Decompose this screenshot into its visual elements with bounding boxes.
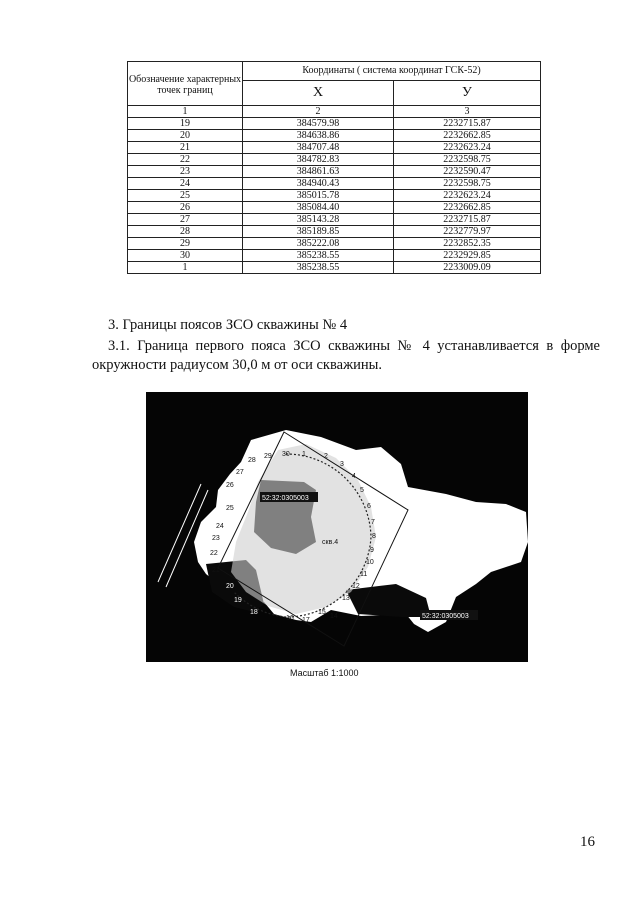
point-label: 13 (342, 595, 350, 602)
x-coord-cell: 384861.63 (243, 166, 394, 178)
point-label: 10 (366, 559, 374, 566)
y-coord-cell: 2233009.09 (394, 262, 541, 274)
y-coord-cell: 2232623.24 (394, 142, 541, 154)
point-cell: 28 (128, 226, 243, 238)
table-row (128, 178, 541, 190)
point-label: 1 (302, 451, 306, 458)
x-coord-cell: 385189.85 (243, 226, 394, 238)
y-coord-cell: 2232715.87 (394, 118, 541, 130)
y-coord-cell: 2232623.24 (394, 190, 541, 202)
y-coord-cell: 2232598.75 (394, 178, 541, 190)
table-body (128, 118, 541, 274)
section-title: 3. Границы поясов ЗСО скважины № 4 (108, 317, 348, 333)
x-coord-cell: 385238.55 (243, 250, 394, 262)
point-label: 16 (286, 615, 294, 622)
point-label: 2 (324, 453, 328, 460)
col-number-1: 1 (128, 106, 243, 118)
point-label: 21 (212, 567, 220, 574)
point-label: 3 (340, 461, 344, 468)
x-coord-cell: 385143.28 (243, 214, 394, 226)
paragraph-line-2: окружности радиусом 30,0 м от оси скважины. (92, 357, 382, 373)
y-coord-cell: 2232779.97 (394, 226, 541, 238)
cadastral-number-label: 52:32:0305003 (422, 613, 469, 620)
point-label: 12 (352, 583, 360, 590)
point-cell: 30 (128, 250, 243, 262)
table-row (128, 166, 541, 178)
y-coord-cell: 2232590.47 (394, 166, 541, 178)
coordinates-table (127, 61, 541, 274)
table-row (128, 142, 541, 154)
point-cell: 21 (128, 142, 243, 154)
paragraph-line-1: 3.1. Граница первого пояса ЗСО скважины № 4 устанавливается в форме (108, 338, 600, 354)
point-label: 11 (360, 571, 368, 578)
y-coord-cell: 2232662.85 (394, 202, 541, 214)
table-row (128, 190, 541, 202)
cadastral-map (146, 392, 528, 662)
point-cell: 25 (128, 190, 243, 202)
point-label: 20 (226, 583, 234, 590)
map-scale-caption: Масштаб 1:1000 (290, 668, 359, 678)
x-coord-cell: 385015.78 (243, 190, 394, 202)
point-label: 15 (318, 609, 326, 616)
point-label: 24 (216, 523, 224, 530)
point-label: 19 (234, 597, 242, 604)
table-row (128, 226, 541, 238)
point-label: 23 (212, 535, 220, 542)
x-header: X (243, 81, 394, 106)
point-label: 26 (226, 482, 234, 489)
y-coord-cell: 2232662.85 (394, 130, 541, 142)
point-label: 28 (248, 457, 256, 464)
table-row (128, 250, 541, 262)
y-coord-cell: 2232852.35 (394, 238, 541, 250)
point-label: 18 (250, 609, 258, 616)
x-coord-cell: 384707.48 (243, 142, 394, 154)
point-cell: 22 (128, 154, 243, 166)
point-label: 5 (360, 487, 364, 494)
y-coord-cell: 2232715.87 (394, 214, 541, 226)
point-label: 4 (352, 473, 356, 480)
point-label: 9 (370, 547, 374, 554)
x-coord-cell: 384940.43 (243, 178, 394, 190)
y-coord-cell: 2232598.75 (394, 154, 541, 166)
cadastral-number-label: 52:32:0305003 (262, 495, 309, 502)
table-row (128, 202, 541, 214)
point-cell: 23 (128, 166, 243, 178)
x-coord-cell: 385222.08 (243, 238, 394, 250)
page-number: 16 (580, 834, 595, 850)
point-cell: 27 (128, 214, 243, 226)
table-row (128, 262, 541, 274)
point-label: 25 (226, 505, 234, 512)
point-label: 27 (236, 469, 244, 476)
points-header: Обозначение характерных точек границ (128, 62, 243, 106)
point-cell: 24 (128, 178, 243, 190)
point-label: 29 (264, 453, 272, 460)
point-label: 22 (210, 550, 218, 557)
table-row (128, 154, 541, 166)
y-header: У (394, 81, 541, 106)
x-coord-cell: 384579.98 (243, 118, 394, 130)
table-row (128, 214, 541, 226)
point-cell: 20 (128, 130, 243, 142)
col-number-3: 3 (394, 106, 541, 118)
point-label: 14 (330, 613, 338, 620)
table-row (128, 238, 541, 250)
table-row (128, 118, 541, 130)
x-coord-cell: 385238.55 (243, 262, 394, 274)
col-number-2: 2 (243, 106, 394, 118)
table-row (128, 130, 541, 142)
point-cell: 26 (128, 202, 243, 214)
point-label: 17 (302, 617, 310, 624)
point-cell: 19 (128, 118, 243, 130)
point-label: 8 (372, 533, 376, 540)
point-label: 6 (367, 503, 371, 510)
point-label: 30 (282, 451, 290, 458)
x-coord-cell: 384782.83 (243, 154, 394, 166)
well-label: скв.4 (322, 539, 339, 546)
y-coord-cell: 2232929.85 (394, 250, 541, 262)
point-cell: 1 (128, 262, 243, 274)
x-coord-cell: 384638.86 (243, 130, 394, 142)
x-coord-cell: 385084.40 (243, 202, 394, 214)
coords-header: Координаты ( система координат ГСК-52) (243, 62, 541, 81)
point-cell: 29 (128, 238, 243, 250)
point-label: 7 (371, 519, 375, 526)
